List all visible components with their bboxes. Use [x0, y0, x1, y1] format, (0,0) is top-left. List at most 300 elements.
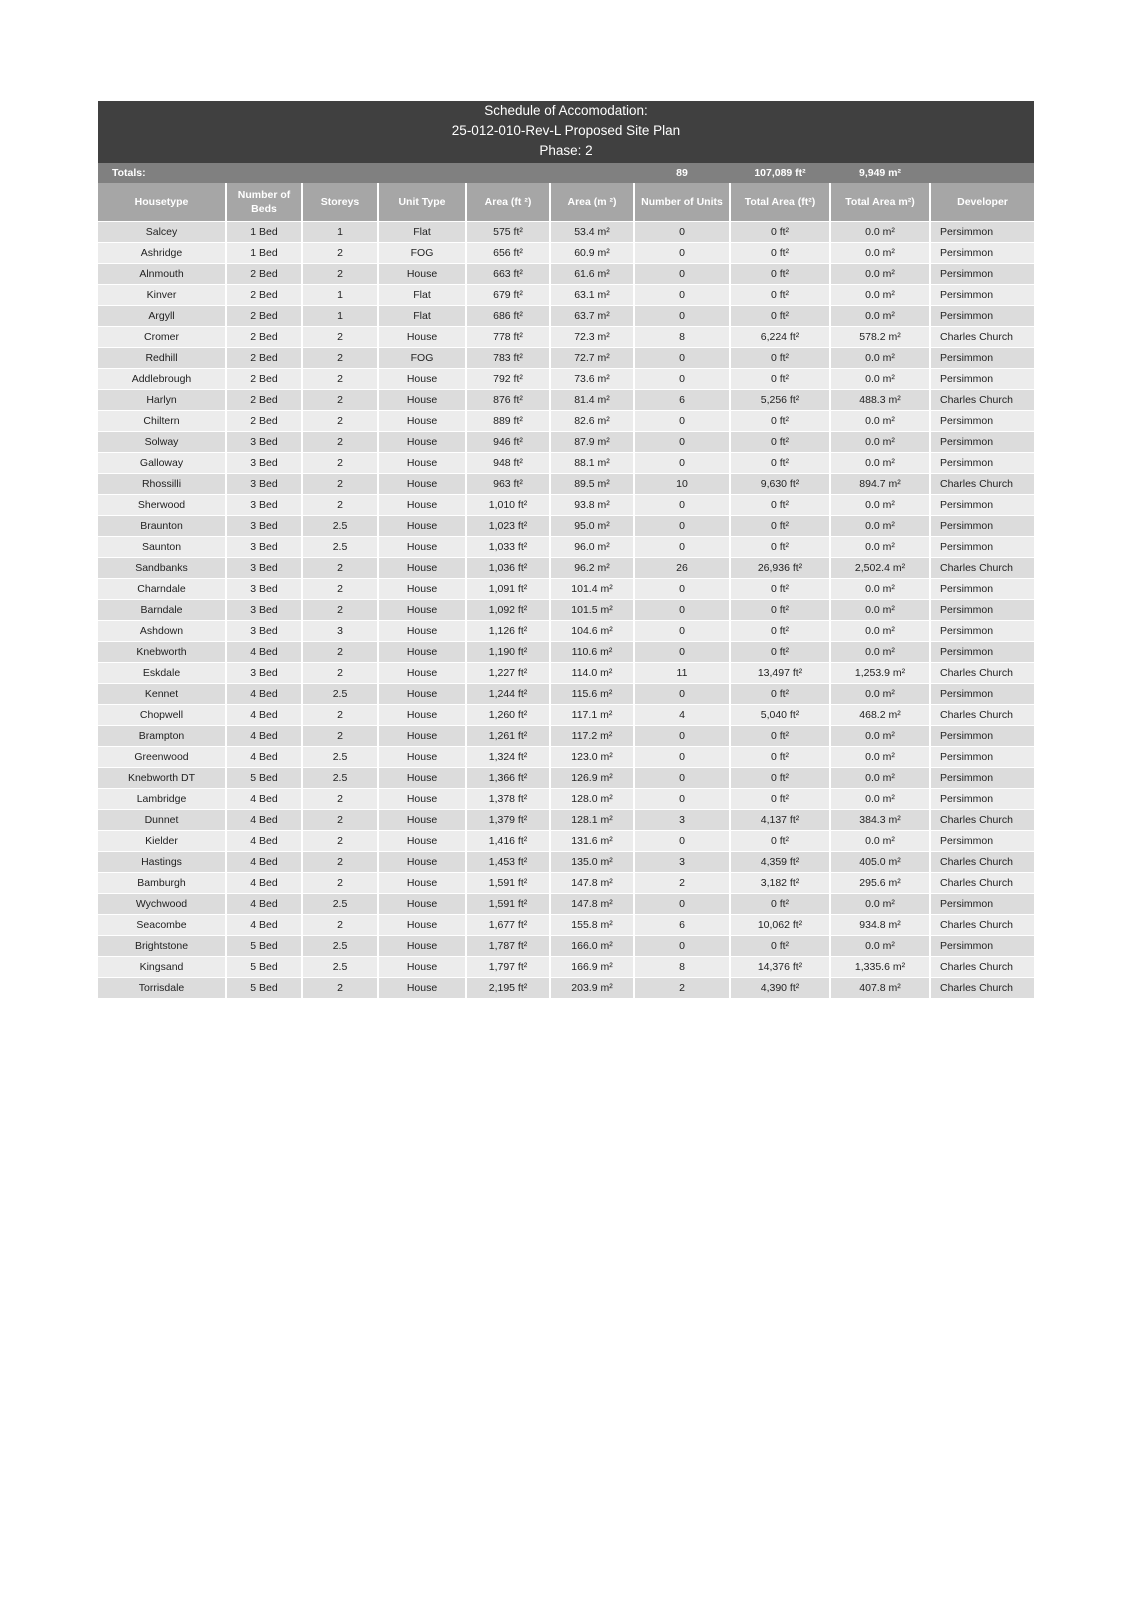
cell-units: 0: [634, 264, 730, 285]
cell-area-ft: 1,416 ft²: [466, 831, 550, 852]
cell-housetype: Argyll: [98, 306, 226, 327]
totals-label: Totals:: [98, 163, 226, 183]
cell-unit-type: House: [378, 705, 466, 726]
cell-storeys: 1: [302, 285, 378, 306]
cell-total-m: 0.0 m²: [830, 243, 930, 264]
cell-unit-type: House: [378, 873, 466, 894]
cell-developer: Persimmon: [930, 411, 1034, 432]
cell-units: 0: [634, 369, 730, 390]
cell-units: 0: [634, 894, 730, 915]
cell-area-ft: 876 ft²: [466, 390, 550, 411]
cell-unit-type: House: [378, 600, 466, 621]
cell-units: 0: [634, 684, 730, 705]
table-row: [98, 705, 1034, 726]
cell-unit-type: House: [378, 537, 466, 558]
table-row: [98, 390, 1034, 411]
totals-area-m: 9,949 m²: [830, 163, 930, 183]
header-housetype: Housetype: [98, 183, 226, 222]
table-row: [98, 306, 1034, 327]
cell-area-ft: 686 ft²: [466, 306, 550, 327]
cell-area-m: 117.2 m²: [550, 726, 634, 747]
cell-total-ft: 26,936 ft²: [730, 558, 830, 579]
cell-developer: Persimmon: [930, 600, 1034, 621]
cell-unit-type: House: [378, 621, 466, 642]
cell-storeys: 2: [302, 432, 378, 453]
cell-total-ft: 0 ft²: [730, 726, 830, 747]
cell-units: 0: [634, 306, 730, 327]
cell-developer: Persimmon: [930, 936, 1034, 957]
cell-housetype: Lambridge: [98, 789, 226, 810]
cell-developer: Charles Church: [930, 474, 1034, 495]
cell-units: 0: [634, 222, 730, 243]
cell-beds: 2 Bed: [226, 306, 302, 327]
table-row: [98, 264, 1034, 285]
cell-unit-type: House: [378, 432, 466, 453]
cell-area-ft: 1,227 ft²: [466, 663, 550, 684]
cell-area-m: 61.6 m²: [550, 264, 634, 285]
cell-developer: Charles Church: [930, 978, 1034, 999]
cell-total-ft: 0 ft²: [730, 453, 830, 474]
cell-storeys: 2: [302, 852, 378, 873]
cell-housetype: Addlebrough: [98, 369, 226, 390]
cell-unit-type: FOG: [378, 243, 466, 264]
cell-beds: 3 Bed: [226, 453, 302, 474]
cell-developer: Persimmon: [930, 516, 1034, 537]
cell-total-m: 1,253.9 m²: [830, 663, 930, 684]
title-line-2: 25-012-010-Rev-L Proposed Site Plan: [451, 123, 681, 138]
cell-total-ft: 10,062 ft²: [730, 915, 830, 936]
title-line-3: Phase: 2: [539, 143, 593, 158]
cell-unit-type: House: [378, 327, 466, 348]
cell-total-ft: 0 ft²: [730, 495, 830, 516]
cell-area-m: 126.9 m²: [550, 768, 634, 789]
cell-storeys: 2.5: [302, 747, 378, 768]
header-unit-type: Unit Type: [378, 183, 466, 222]
cell-total-ft: 14,376 ft²: [730, 957, 830, 978]
cell-storeys: 2.5: [302, 936, 378, 957]
cell-area-m: 63.7 m²: [550, 306, 634, 327]
cell-developer: Persimmon: [930, 747, 1034, 768]
cell-unit-type: House: [378, 978, 466, 999]
cell-unit-type: House: [378, 663, 466, 684]
cell-total-m: 0.0 m²: [830, 768, 930, 789]
cell-housetype: Chopwell: [98, 705, 226, 726]
cell-storeys: 2.5: [302, 684, 378, 705]
table-row: [98, 558, 1034, 579]
header-storeys: Storeys: [302, 183, 378, 222]
cell-units: 26: [634, 558, 730, 579]
cell-housetype: Ashridge: [98, 243, 226, 264]
cell-storeys: 2.5: [302, 537, 378, 558]
cell-housetype: Cromer: [98, 327, 226, 348]
cell-total-m: 0.0 m²: [830, 369, 930, 390]
cell-developer: Persimmon: [930, 495, 1034, 516]
cell-area-ft: 1,379 ft²: [466, 810, 550, 831]
cell-storeys: 1: [302, 222, 378, 243]
cell-total-m: 0.0 m²: [830, 600, 930, 621]
cell-storeys: 3: [302, 621, 378, 642]
cell-developer: Persimmon: [930, 453, 1034, 474]
cell-total-m: 0.0 m²: [830, 411, 930, 432]
cell-total-ft: 0 ft²: [730, 264, 830, 285]
cell-beds: 5 Bed: [226, 978, 302, 999]
cell-unit-type: House: [378, 831, 466, 852]
table-row: [98, 285, 1034, 306]
cell-area-m: 82.6 m²: [550, 411, 634, 432]
table-row: [98, 222, 1034, 243]
cell-developer: Persimmon: [930, 789, 1034, 810]
cell-housetype: Chiltern: [98, 411, 226, 432]
cell-area-m: 101.4 m²: [550, 579, 634, 600]
cell-storeys: 2: [302, 642, 378, 663]
cell-total-ft: 13,497 ft²: [730, 663, 830, 684]
cell-storeys: 2: [302, 600, 378, 621]
cell-storeys: 2: [302, 663, 378, 684]
cell-area-m: 101.5 m²: [550, 600, 634, 621]
cell-area-ft: 1,324 ft²: [466, 747, 550, 768]
cell-area-ft: 1,033 ft²: [466, 537, 550, 558]
cell-units: 8: [634, 957, 730, 978]
table-row: [98, 579, 1034, 600]
cell-housetype: Torrisdale: [98, 978, 226, 999]
cell-units: 0: [634, 789, 730, 810]
cell-total-ft: 0 ft²: [730, 747, 830, 768]
cell-housetype: Dunnet: [98, 810, 226, 831]
cell-area-ft: 1,453 ft²: [466, 852, 550, 873]
cell-developer: Persimmon: [930, 243, 1034, 264]
table-row: [98, 495, 1034, 516]
cell-total-ft: 0 ft²: [730, 285, 830, 306]
table-row: [98, 852, 1034, 873]
cell-total-m: 934.8 m²: [830, 915, 930, 936]
cell-area-m: 81.4 m²: [550, 390, 634, 411]
cell-developer: Persimmon: [930, 621, 1034, 642]
cell-total-m: 0.0 m²: [830, 453, 930, 474]
cell-total-ft: 0 ft²: [730, 579, 830, 600]
cell-total-m: 894.7 m²: [830, 474, 930, 495]
cell-storeys: 2.5: [302, 516, 378, 537]
cell-beds: 4 Bed: [226, 642, 302, 663]
cell-units: 0: [634, 726, 730, 747]
cell-developer: Persimmon: [930, 369, 1034, 390]
cell-developer: Persimmon: [930, 642, 1034, 663]
cell-housetype: Seacombe: [98, 915, 226, 936]
cell-total-ft: 0 ft²: [730, 369, 830, 390]
cell-unit-type: House: [378, 474, 466, 495]
header-area-ft: Area (ft ²): [466, 183, 550, 222]
cell-area-ft: 1,190 ft²: [466, 642, 550, 663]
cell-beds: 5 Bed: [226, 768, 302, 789]
cell-housetype: Ashdown: [98, 621, 226, 642]
cell-housetype: Brampton: [98, 726, 226, 747]
table-row: [98, 957, 1034, 978]
table-row: [98, 411, 1034, 432]
schedule-sheet: [98, 101, 1034, 998]
cell-units: 0: [634, 243, 730, 264]
totals-units: 89: [634, 163, 730, 183]
table-row: [98, 936, 1034, 957]
cell-housetype: Brightstone: [98, 936, 226, 957]
cell-area-m: 60.9 m²: [550, 243, 634, 264]
table-row: [98, 894, 1034, 915]
cell-units: 0: [634, 936, 730, 957]
cell-housetype: Rhossilli: [98, 474, 226, 495]
cell-developer: Persimmon: [930, 222, 1034, 243]
cell-beds: 3 Bed: [226, 537, 302, 558]
cell-area-m: 131.6 m²: [550, 831, 634, 852]
cell-total-m: 0.0 m²: [830, 747, 930, 768]
cell-storeys: 2: [302, 264, 378, 285]
cell-total-m: 578.2 m²: [830, 327, 930, 348]
cell-area-ft: 1,787 ft²: [466, 936, 550, 957]
cell-unit-type: House: [378, 747, 466, 768]
cell-storeys: 2: [302, 873, 378, 894]
cell-unit-type: Flat: [378, 222, 466, 243]
cell-area-ft: 792 ft²: [466, 369, 550, 390]
cell-units: 3: [634, 852, 730, 873]
cell-storeys: 1: [302, 306, 378, 327]
cell-total-m: 1,335.6 m²: [830, 957, 930, 978]
cell-area-m: 73.6 m²: [550, 369, 634, 390]
cell-area-m: 104.6 m²: [550, 621, 634, 642]
cell-area-m: 114.0 m²: [550, 663, 634, 684]
table-row: [98, 348, 1034, 369]
cell-developer: Persimmon: [930, 831, 1034, 852]
cell-beds: 4 Bed: [226, 684, 302, 705]
cell-units: 0: [634, 642, 730, 663]
cell-units: 0: [634, 831, 730, 852]
title-line-1: Schedule of Accomodation:: [484, 103, 648, 118]
cell-area-ft: 889 ft²: [466, 411, 550, 432]
table-row: [98, 474, 1034, 495]
cell-housetype: Hastings: [98, 852, 226, 873]
cell-developer: Charles Church: [930, 390, 1034, 411]
cell-units: 6: [634, 390, 730, 411]
cell-unit-type: Flat: [378, 285, 466, 306]
cell-storeys: 2: [302, 327, 378, 348]
cell-total-m: 0.0 m²: [830, 495, 930, 516]
cell-unit-type: Flat: [378, 306, 466, 327]
cell-storeys: 2.5: [302, 894, 378, 915]
cell-total-ft: 0 ft²: [730, 789, 830, 810]
cell-area-ft: 1,260 ft²: [466, 705, 550, 726]
cell-total-ft: 3,182 ft²: [730, 873, 830, 894]
cell-area-ft: 1,261 ft²: [466, 726, 550, 747]
cell-total-ft: 0 ft²: [730, 621, 830, 642]
cell-developer: Persimmon: [930, 306, 1034, 327]
cell-total-ft: 6,224 ft²: [730, 327, 830, 348]
cell-area-ft: 1,244 ft²: [466, 684, 550, 705]
cell-unit-type: FOG: [378, 348, 466, 369]
cell-housetype: Knebworth DT: [98, 768, 226, 789]
cell-units: 0: [634, 747, 730, 768]
cell-housetype: Eskdale: [98, 663, 226, 684]
cell-beds: 4 Bed: [226, 894, 302, 915]
cell-beds: 2 Bed: [226, 369, 302, 390]
table-row: [98, 537, 1034, 558]
cell-units: 8: [634, 327, 730, 348]
cell-storeys: 2: [302, 978, 378, 999]
cell-area-m: 53.4 m²: [550, 222, 634, 243]
cell-area-m: 87.9 m²: [550, 432, 634, 453]
cell-housetype: Alnmouth: [98, 264, 226, 285]
table-row: [98, 432, 1034, 453]
cell-total-m: 0.0 m²: [830, 222, 930, 243]
cell-storeys: 2: [302, 411, 378, 432]
cell-developer: Persimmon: [930, 684, 1034, 705]
cell-area-m: 155.8 m²: [550, 915, 634, 936]
cell-total-ft: 0 ft²: [730, 768, 830, 789]
cell-area-m: 96.2 m²: [550, 558, 634, 579]
cell-total-m: 0.0 m²: [830, 432, 930, 453]
cell-area-ft: 2,195 ft²: [466, 978, 550, 999]
cell-unit-type: House: [378, 411, 466, 432]
header-developer: Developer: [930, 183, 1034, 222]
cell-area-m: 72.7 m²: [550, 348, 634, 369]
cell-developer: Charles Church: [930, 327, 1034, 348]
cell-storeys: 2.5: [302, 768, 378, 789]
cell-units: 0: [634, 348, 730, 369]
cell-total-m: 295.6 m²: [830, 873, 930, 894]
cell-area-m: 203.9 m²: [550, 978, 634, 999]
cell-total-m: 0.0 m²: [830, 789, 930, 810]
cell-area-ft: 963 ft²: [466, 474, 550, 495]
cell-housetype: Charndale: [98, 579, 226, 600]
cell-storeys: 2: [302, 390, 378, 411]
cell-beds: 3 Bed: [226, 663, 302, 684]
cell-unit-type: House: [378, 957, 466, 978]
table-row: [98, 768, 1034, 789]
cell-beds: 4 Bed: [226, 873, 302, 894]
cell-beds: 3 Bed: [226, 621, 302, 642]
cell-area-m: 128.1 m²: [550, 810, 634, 831]
table-row: [98, 726, 1034, 747]
cell-storeys: 2.5: [302, 957, 378, 978]
cell-developer: Charles Church: [930, 663, 1034, 684]
cell-area-ft: 1,677 ft²: [466, 915, 550, 936]
cell-area-m: 96.0 m²: [550, 537, 634, 558]
cell-area-ft: 575 ft²: [466, 222, 550, 243]
cell-unit-type: House: [378, 453, 466, 474]
cell-developer: Persimmon: [930, 264, 1034, 285]
cell-area-ft: 948 ft²: [466, 453, 550, 474]
cell-developer: Persimmon: [930, 537, 1034, 558]
cell-area-ft: 1,092 ft²: [466, 600, 550, 621]
cell-unit-type: House: [378, 684, 466, 705]
cell-total-m: 0.0 m²: [830, 537, 930, 558]
cell-unit-type: House: [378, 579, 466, 600]
cell-units: 0: [634, 453, 730, 474]
totals-area-ft: 107,089 ft²: [730, 163, 830, 183]
cell-total-ft: 0 ft²: [730, 600, 830, 621]
cell-area-ft: 663 ft²: [466, 264, 550, 285]
cell-beds: 2 Bed: [226, 348, 302, 369]
cell-area-ft: 778 ft²: [466, 327, 550, 348]
cell-storeys: 2: [302, 915, 378, 936]
header-total-m: Total Area m²): [830, 183, 930, 222]
cell-developer: Charles Church: [930, 957, 1034, 978]
cell-storeys: 2: [302, 453, 378, 474]
cell-storeys: 2: [302, 495, 378, 516]
cell-units: 0: [634, 285, 730, 306]
cell-housetype: Greenwood: [98, 747, 226, 768]
table-row: [98, 369, 1034, 390]
cell-unit-type: House: [378, 642, 466, 663]
header-total-ft: Total Area (ft²): [730, 183, 830, 222]
table-body: [98, 222, 1034, 999]
cell-total-ft: 0 ft²: [730, 936, 830, 957]
cell-developer: Persimmon: [930, 579, 1034, 600]
cell-beds: 4 Bed: [226, 915, 302, 936]
cell-area-m: 93.8 m²: [550, 495, 634, 516]
table-row: [98, 243, 1034, 264]
cell-units: 0: [634, 621, 730, 642]
cell-units: 0: [634, 600, 730, 621]
cell-units: 4: [634, 705, 730, 726]
cell-housetype: Galloway: [98, 453, 226, 474]
cell-beds: 1 Bed: [226, 243, 302, 264]
cell-unit-type: House: [378, 369, 466, 390]
cell-area-ft: 1,010 ft²: [466, 495, 550, 516]
totals-row: [98, 163, 1034, 183]
cell-housetype: Kingsand: [98, 957, 226, 978]
cell-developer: Charles Church: [930, 558, 1034, 579]
cell-total-ft: 0 ft²: [730, 222, 830, 243]
cell-housetype: Wychwood: [98, 894, 226, 915]
cell-beds: 4 Bed: [226, 747, 302, 768]
cell-units: 2: [634, 873, 730, 894]
cell-beds: 5 Bed: [226, 957, 302, 978]
cell-area-ft: 946 ft²: [466, 432, 550, 453]
cell-total-m: 2,502.4 m²: [830, 558, 930, 579]
cell-beds: 2 Bed: [226, 264, 302, 285]
cell-total-m: 0.0 m²: [830, 516, 930, 537]
cell-storeys: 2: [302, 243, 378, 264]
cell-area-m: 110.6 m²: [550, 642, 634, 663]
cell-area-m: 147.8 m²: [550, 894, 634, 915]
cell-developer: Persimmon: [930, 348, 1034, 369]
cell-housetype: Redhill: [98, 348, 226, 369]
header-units: Number of Units: [634, 183, 730, 222]
table-row: [98, 600, 1034, 621]
cell-beds: 3 Bed: [226, 432, 302, 453]
cell-housetype: Kielder: [98, 831, 226, 852]
cell-developer: Persimmon: [930, 726, 1034, 747]
cell-unit-type: House: [378, 936, 466, 957]
cell-total-ft: 4,390 ft²: [730, 978, 830, 999]
cell-area-m: 123.0 m²: [550, 747, 634, 768]
cell-area-ft: 1,036 ft²: [466, 558, 550, 579]
cell-beds: 5 Bed: [226, 936, 302, 957]
cell-area-m: 117.1 m²: [550, 705, 634, 726]
cell-units: 0: [634, 768, 730, 789]
cell-area-m: 89.5 m²: [550, 474, 634, 495]
cell-area-ft: 1,126 ft²: [466, 621, 550, 642]
cell-developer: Persimmon: [930, 285, 1034, 306]
cell-storeys: 2: [302, 558, 378, 579]
cell-area-ft: 656 ft²: [466, 243, 550, 264]
cell-area-ft: 1,591 ft²: [466, 873, 550, 894]
cell-unit-type: House: [378, 495, 466, 516]
cell-total-ft: 0 ft²: [730, 537, 830, 558]
cell-total-m: 384.3 m²: [830, 810, 930, 831]
cell-total-ft: 0 ft²: [730, 516, 830, 537]
cell-total-m: 0.0 m²: [830, 264, 930, 285]
cell-storeys: 2: [302, 474, 378, 495]
cell-area-ft: 1,023 ft²: [466, 516, 550, 537]
cell-developer: Charles Church: [930, 705, 1034, 726]
table-row: [98, 978, 1034, 999]
